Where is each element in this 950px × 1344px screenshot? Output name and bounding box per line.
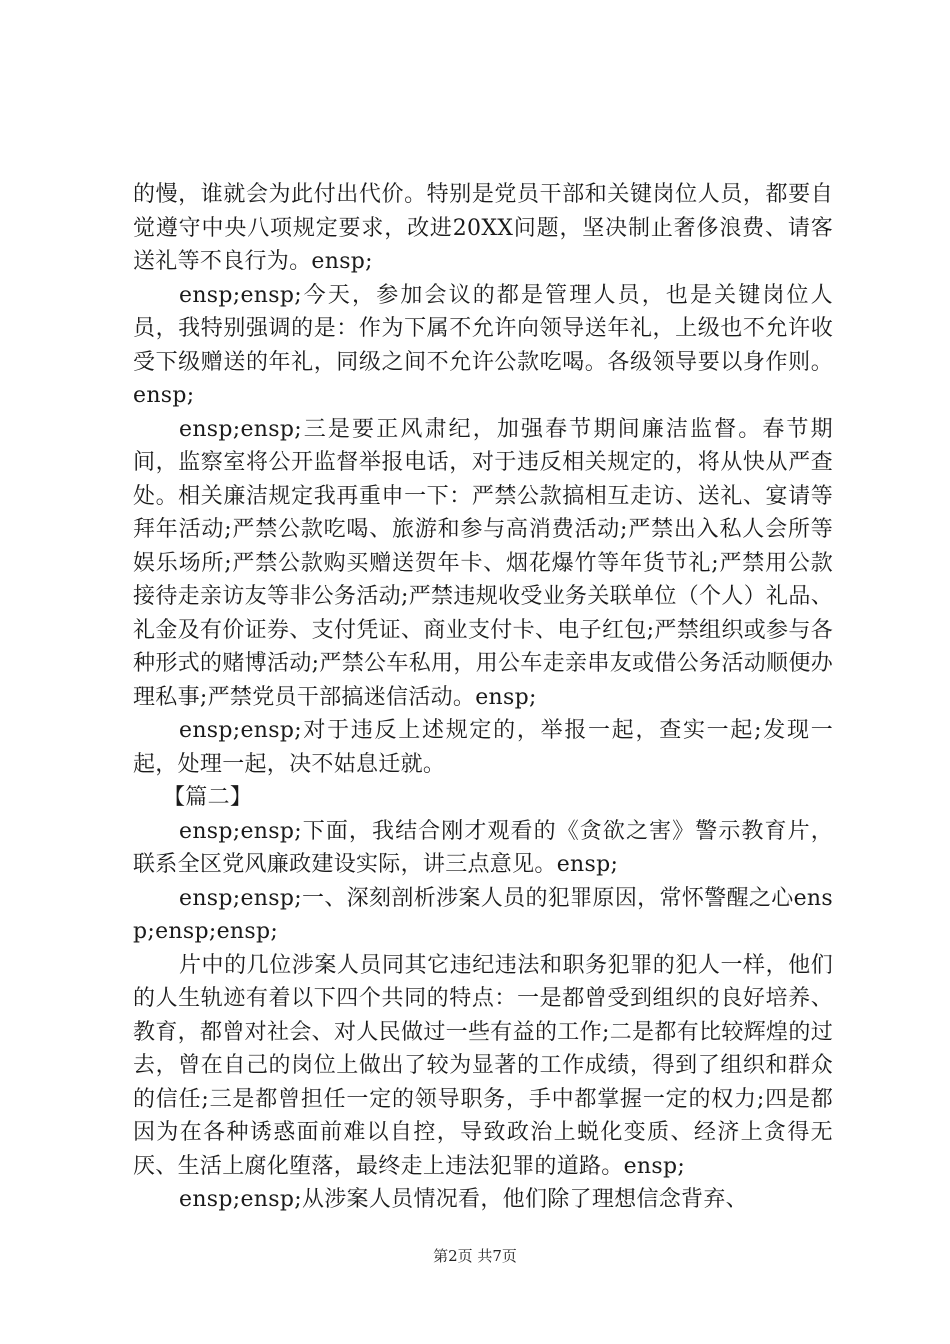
paragraph: ensp;ensp;下面，我结合刚才观看的《贪欲之害》警示教育片，联系全区党风廉政建设实际，讲三点意见。ensp; (133, 818, 833, 877)
paragraph: ensp;ensp;一、深刻剖析涉案人员的犯罪原因，常怀警醒之心ensp;ensp;ensp; (133, 885, 833, 944)
page-footer (0, 1245, 950, 1266)
page-indicator: 第2页 共7页 (433, 1247, 517, 1265)
paragraph: ensp;ensp;对于违反上述规定的，举报一起，查实一起;发现一起，处理一起，决不姑息迁就。 (133, 718, 833, 777)
section-heading: 【篇二】 (163, 785, 253, 810)
paragraph: ensp;ensp;三是要正风肃纪，加强春节期间廉洁监督。春节期间，监察室将公开监督举报电话，对于违反相关规定的，将从快从严查处。相关廉洁规定我再重申一下：严禁公款搞相互走访、送礼、宴请等拜年活动;严禁公款吃喝、旅游和参与高消费活动;严禁出入私人会所等娱乐场所;严禁公款购买赠送贺年卡、烟花爆竹等年货节礼;严禁用公款接待走亲访友等非公务活动;严禁违规收受业务关联单位（个人）礼品、礼金及有价证券、支付凭证、商业支付卡、电子红包;严禁组织或参与各种形式的赌博活动;严禁公车私用，用公车走亲串友或借公务活动顺便办理私事;严禁党员干部搞迷信活动。ensp; (133, 416, 833, 710)
paragraph: 的慢，谁就会为此付出代价。特别是党员干部和关键岗位人员，都要自觉遵守中央八项规定要求，改进20XX问题，坚决制止奢侈浪费、请客送礼等不良行为。ensp; (133, 182, 833, 274)
paragraph: 片中的几位涉案人员同其它违纪违法和职务犯罪的犯人一样，他们的人生轨迹有着以下四个共同的特点：一是都曾受到组织的良好培养、教育，都曾对社会、对人民做过一些有益的工作;二是都有比较辉煌的过去，曾在自己的岗位上做出了较为显著的工作成绩，得到了组织和群众的信任;三是都曾担任一定的领导职务，手中都掌握一定的权力;四是都因为在各种诱惑面前难以自控，导致政治上蜕化变质、经济上贪得无厌、生活上腐化堕落，最终走上违法犯罪的道路。ensp; (133, 952, 833, 1179)
paragraph: ensp;ensp;从涉案人员情况看，他们除了理想信念背弃、 (179, 1187, 748, 1212)
paragraph: ensp;ensp;今天，参加会议的都是管理人员，也是关键岗位人员，我特别强调的是：作为下属不允许向领导送年礼，上级也不允许收受下级赠送的年礼，同级之间不允许公款吃喝。各级领导要以身作则。ensp; (133, 282, 833, 408)
document-body (133, 178, 833, 1217)
